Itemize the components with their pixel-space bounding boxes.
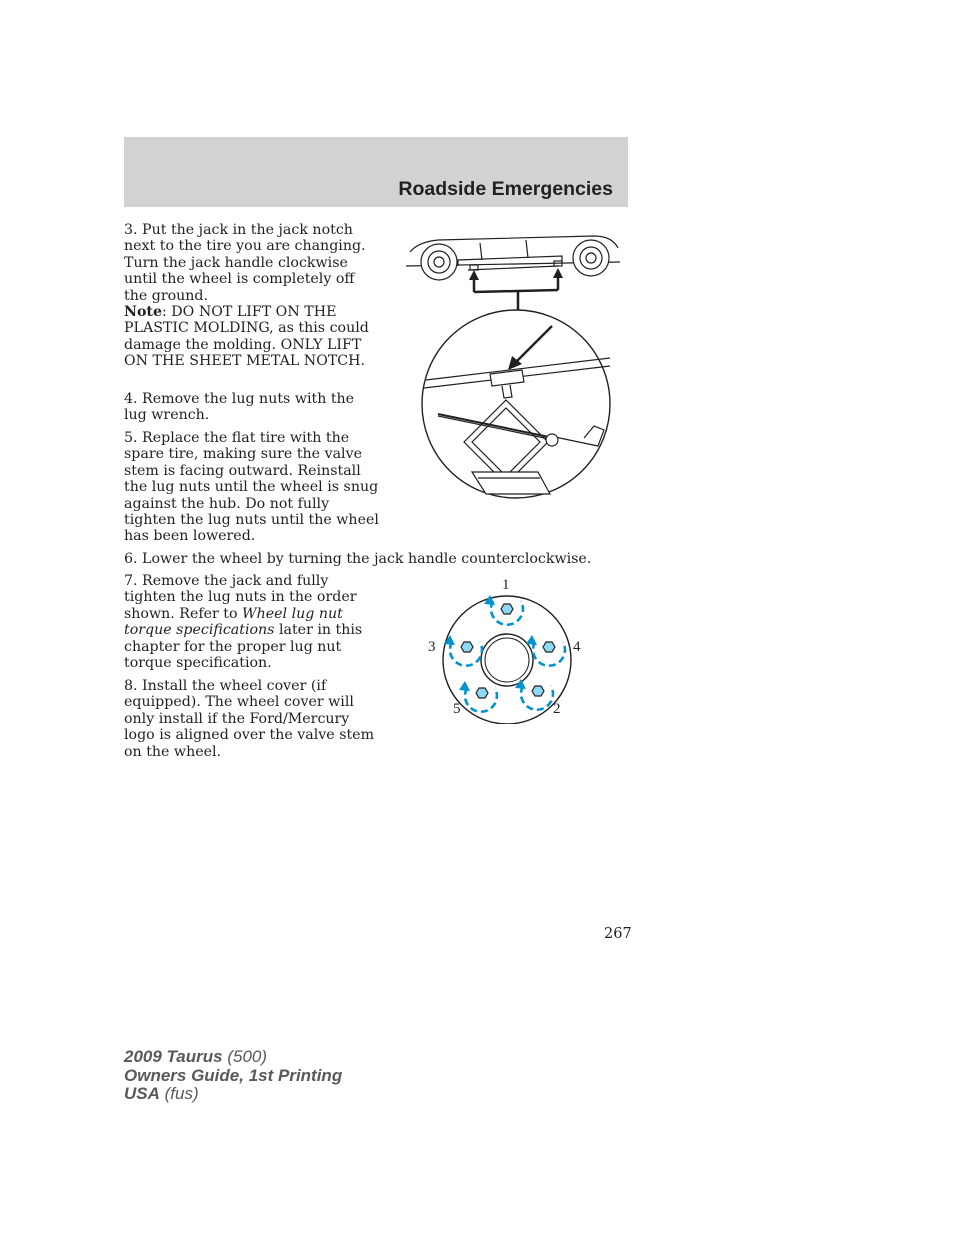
step-8-paragraph: 8. Install the wheel cover (if equipped). The wheel cover will only install if the Ford/Mercury logo is aligned over the valve stem on the wheel.: [124, 678, 375, 760]
footer-model-code: (500): [227, 1047, 268, 1066]
note-label: Note: [124, 304, 163, 321]
note-text: : DO NOT LIFT ON THE PLASTIC MOLDING, as this could damage the molding. ONLY LIFT ON THE SHEET METAL NOTCH.: [124, 304, 369, 370]
step-7-paragraph: [124, 573, 380, 671]
lug-label-4: 4: [573, 639, 581, 655]
footer-guide-line: [124, 1067, 342, 1086]
lug-label-3: 3: [428, 639, 436, 655]
footer-guide: Owners Guide, 1st Printing: [124, 1065, 343, 1085]
lug-nut-order-diagram: [420, 574, 590, 724]
section-header-band: [124, 137, 628, 207]
torque-spec-reference: Wheel lug nut torque specifications: [124, 605, 343, 639]
vehicle-underside-drawing: [406, 236, 620, 280]
page-number: 267: [604, 926, 632, 942]
step-3-paragraph: [124, 222, 380, 370]
lug-nut-3-hex-icon: [461, 642, 473, 652]
lug-nut-2-hex-icon: [532, 686, 544, 696]
lug-nut-1-hex-icon: [501, 604, 513, 614]
jack-placement-illustration: [398, 232, 630, 504]
lug-nut-5-hex-icon: [476, 688, 488, 698]
step-7-text-end: later in this chapter for the proper lug nut torque specification.: [124, 622, 363, 672]
footer-region-line: [124, 1085, 342, 1104]
lug-label-5: 5: [453, 701, 461, 717]
step-7-text: 7. Remove the jack and fully tighten the lug nuts in the order shown. Refer to: [124, 573, 357, 622]
document-footer: [124, 1048, 342, 1104]
footer-region-code: (fus): [164, 1084, 199, 1103]
footer-region: USA: [124, 1084, 160, 1103]
center-bore-inner: [485, 638, 529, 682]
footer-model-line: [124, 1048, 342, 1067]
footer-model: 2009 Taurus: [124, 1047, 223, 1066]
jack-notch-pointer: [469, 268, 563, 314]
step-5-paragraph: 5. Replace the flat tire with the spare tire, making sure the valve stem is facing outward. Reinstall the lug nuts until the wheel is snug against the hub. Do not fully tighten the lug nuts until the wheel has been lowered.: [124, 430, 379, 545]
lug-label-2: 2: [553, 701, 561, 717]
section-title: Roadside Emergencies: [398, 178, 613, 200]
step-4-paragraph: 4. Remove the lug nuts with the lug wrench.: [124, 391, 355, 424]
step-6-paragraph: 6. Lower the wheel by turning the jack handle counterclockwise.: [124, 551, 592, 567]
lug-label-1: 1: [502, 577, 510, 593]
lug-nut-4-hex-icon: [543, 642, 555, 652]
step-3-text: 3. Put the jack in the jack notch next to the tire you are changing. Turn the jack handle clockwise until the wheel is completely off the ground.: [124, 222, 366, 304]
